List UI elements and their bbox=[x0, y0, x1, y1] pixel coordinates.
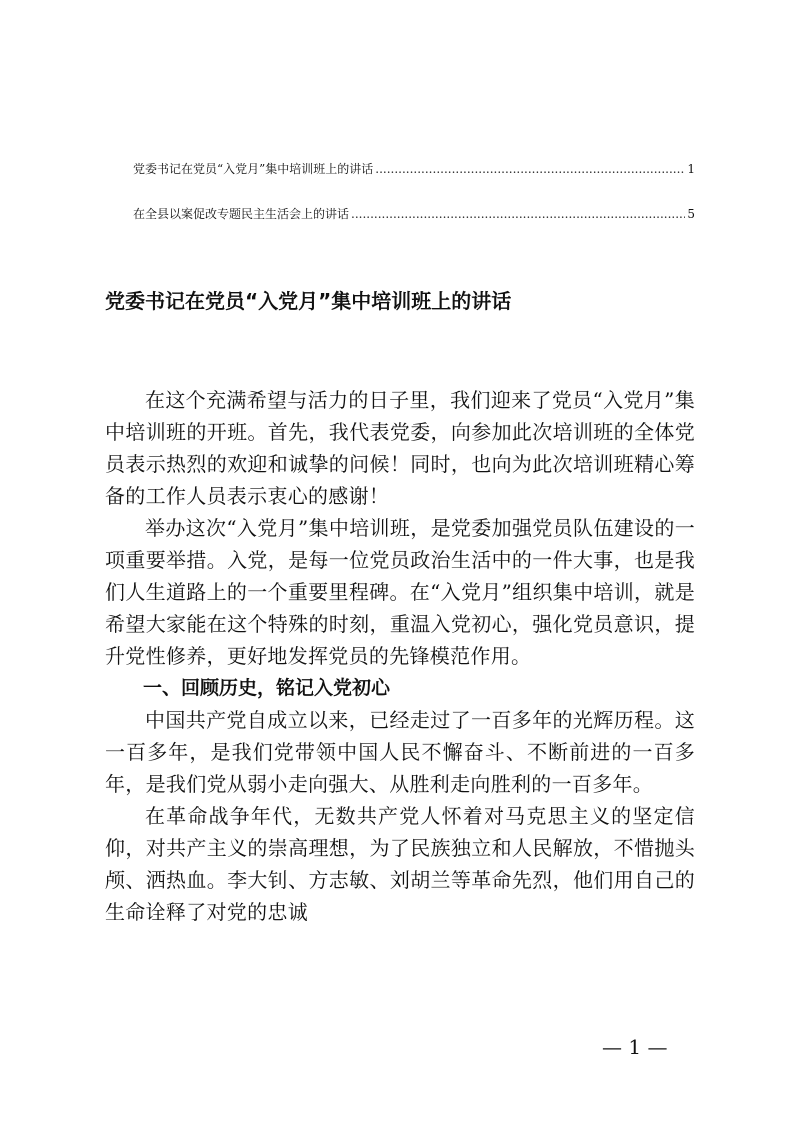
body-paragraph: 在革命战争年代，无数共产党人怀着对马克思主义的坚定信仰，对共产主义的崇高理想，为了民族独立和人民解放，不惜抛头颅、洒热血。李大钊、方志敏、刘胡兰等革命先烈，他们用自己的生命诠释了对党的忠诚 bbox=[105, 804, 695, 924]
toc-entry-title: 在全县以案促改专题民主生活会上的讲话 bbox=[133, 207, 350, 221]
toc-entry-page: 5 bbox=[687, 207, 695, 221]
body-paragraph: 举办这次“入党月”集中培训班，是党委加强党员队伍建设的一项重要举措。入党，是每一位党员政治生活中的一件大事，也是我们人生道路上的一个重要里程碑。在“入党月”组织集中培训，就是希望大家能在这个特殊的时刻，重温入党初心，强化党员意识，提升党性修养，更好地发挥党员的先锋模范作用。 bbox=[105, 516, 695, 668]
toc-dot-leader bbox=[375, 160, 685, 178]
body-paragraph: 在这个充满希望与活力的日子里，我们迎来了党员“入党月”集中培训班的开班。首先，我代表党委，向参加此次培训班的全体党员表示热烈的欢迎和诚挚的问候！同时，也向为此次培训班精心筹备的工作人员表示衷心的感谢！ bbox=[105, 388, 695, 508]
toc-entry[interactable] bbox=[133, 160, 695, 178]
toc-entry[interactable] bbox=[133, 205, 695, 223]
section-heading: 一、回顾历史，铭记入党初心 bbox=[143, 677, 391, 699]
page-number: — 1 — bbox=[602, 1035, 668, 1059]
toc-entry-page: 1 bbox=[687, 162, 695, 176]
body-paragraph: 中国共产党自成立以来，已经走过了一百多年的光辉历程。这一百多年，是我们党带领中国人民不懈奋斗、不断前进的一百多年，是我们党从弱小走向强大、从胜利走向胜利的一百多年。 bbox=[105, 708, 695, 796]
toc-dot-leader bbox=[351, 205, 685, 223]
table-of-contents bbox=[133, 160, 695, 223]
toc-entry-title: 党委书记在党员“入党月”集中培训班上的讲话 bbox=[133, 162, 374, 176]
document-title: 党委书记在党员“入党月”集中培训班上的讲话 bbox=[105, 289, 512, 313]
document-body bbox=[105, 384, 695, 928]
